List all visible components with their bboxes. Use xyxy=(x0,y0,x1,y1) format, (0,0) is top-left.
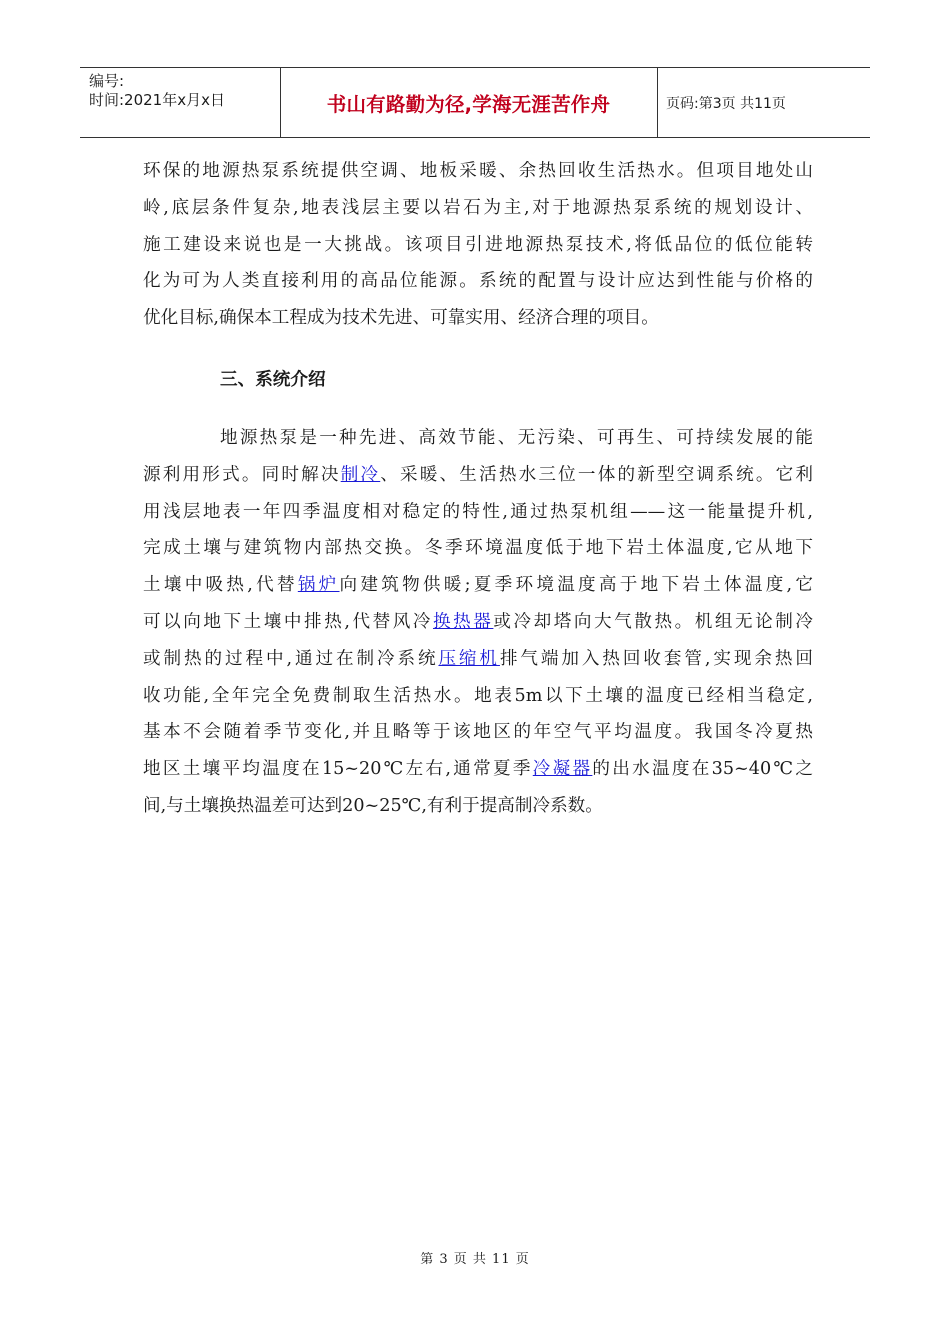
page-header xyxy=(80,67,870,138)
text-segment: 、采暖、生活热水三位一体的新型空调系统。它利 xyxy=(380,464,813,485)
section-heading: 三、系统介绍 xyxy=(220,370,326,390)
text-line: 优化目标,确保本工程成为技术先进、可靠实用、经济合理的项目。 xyxy=(143,308,659,329)
text-segment: 向建筑物供暖;夏季环境温度高于地下岩土体温度,它 xyxy=(339,575,813,596)
text-segment: 源利用形式。同时解决 xyxy=(143,464,341,485)
document-time-label: 时间:2021年x月x日 xyxy=(89,91,225,109)
text-segment: 或制热的过程中,通过在制冷系统 xyxy=(143,648,439,669)
header-page-code: 页码:第3页 共11页 xyxy=(666,95,786,112)
text-line: 用浅层地表一年四季温度相对稳定的特性,通过热泵机组——这一能量提升机, xyxy=(143,501,813,522)
text-line xyxy=(143,604,813,641)
text-line: 化为可为人类直接利用的高品位能源。系统的配置与设计应达到性能与价格的 xyxy=(143,271,813,292)
text-segment: 的出水温度在35~40℃之 xyxy=(592,759,813,780)
header-motto-cell xyxy=(280,68,658,137)
header-meta xyxy=(80,68,281,137)
text-line: 岭,底层条件复杂,地表浅层主要以岩石为主,对于地源热泵系统的规划设计、 xyxy=(143,197,813,218)
link-condenser[interactable]: 冷凝器 xyxy=(532,759,593,780)
text-line: 施工建设来说也是一大挑战。该项目引进地源热泵技术,将低品位的低位能转 xyxy=(143,234,813,255)
page-footer: 第 3 页 共 11 页 xyxy=(420,1252,530,1267)
link-heat-exchanger[interactable]: 换热器 xyxy=(432,611,494,632)
header-page-cell xyxy=(657,68,870,137)
intro-paragraph xyxy=(143,153,813,337)
text-line: 收功能,全年完全免费制取生活热水。地表5m以下土壤的温度已经相当稳定, xyxy=(143,685,813,706)
text-line xyxy=(143,641,813,678)
text-segment: 或冷却塔向大气散热。机组无论制冷 xyxy=(493,611,813,632)
text-segment: 土壤中吸热,代替 xyxy=(143,575,298,596)
text-segment: 排气端加入热回收套管,实现余热回 xyxy=(499,648,813,669)
link-boiler[interactable]: 锅炉 xyxy=(297,575,340,596)
document-number-label: 编号: xyxy=(89,72,125,90)
text-line: 地源热泵是一种先进、高效节能、无污染、可再生、可持续发展的能 xyxy=(220,428,813,448)
link-refrigeration[interactable]: 制冷 xyxy=(340,464,381,485)
text-segment: 地区土壤平均温度在15~20℃左右,通常夏季 xyxy=(143,759,533,780)
link-compressor[interactable]: 压缩机 xyxy=(438,648,500,669)
text-line xyxy=(143,457,813,494)
text-segment: 可以向地下土壤中排热,代替风冷 xyxy=(143,611,433,632)
text-line xyxy=(143,567,813,604)
text-line xyxy=(143,751,813,788)
text-line: 间,与土壤换热温差可达到20~25℃,有利于提高制冷系数。 xyxy=(143,795,603,816)
text-line: 基本不会随着季节变化,并且略等于该地区的年空气平均温度。我国冬冷夏热 xyxy=(143,722,813,743)
header-motto: 书山有路勤为径,学海无涯苦作舟 xyxy=(326,92,611,116)
text-line: 环保的地源热泵系统提供空调、地板采暖、余热回收生活热水。但项目地处山 xyxy=(143,161,813,181)
text-line: 完成土壤与建筑物内部热交换。冬季环境温度低于地下岩土体温度,它从地下 xyxy=(143,538,813,559)
system-intro-paragraph xyxy=(143,420,813,825)
